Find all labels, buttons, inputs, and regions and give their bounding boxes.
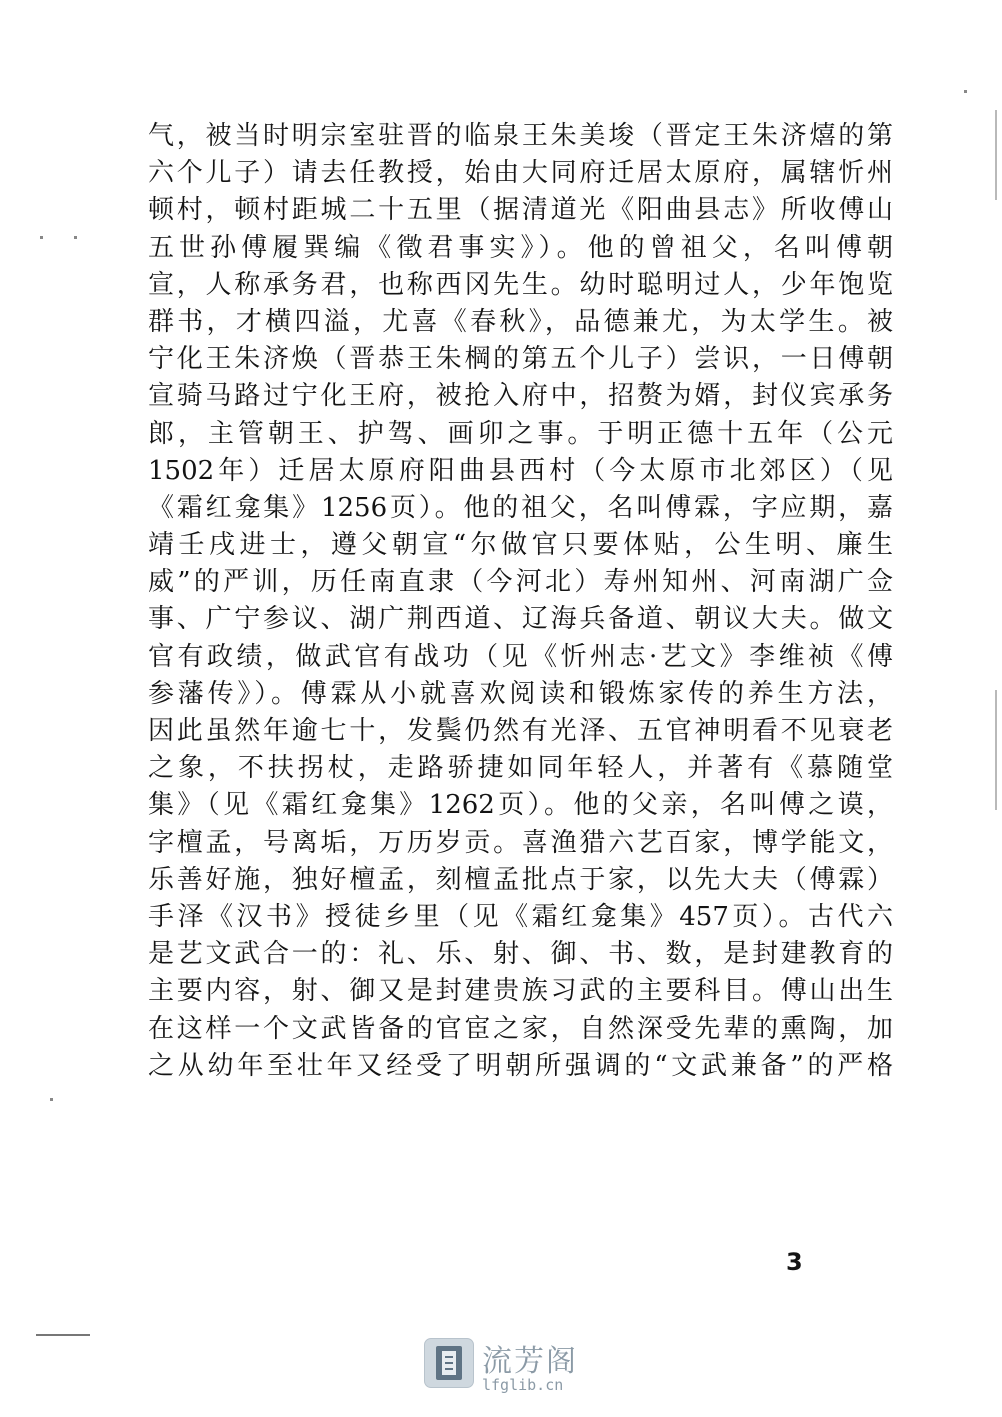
watermark-title: 流芳阁 xyxy=(482,1344,578,1379)
text-line-23: 是艺文武合一的：礼、乐、射、御、书、数，是封建教育的 xyxy=(148,939,893,970)
text-line-25: 在这样一个文武皆备的官宦之家，自然深受先辈的熏陶，加 xyxy=(148,1013,893,1044)
text-line-20: 字檀孟，号离垢，万历岁贡。喜渔猎六艺百家，博学能文， xyxy=(148,827,893,858)
book-logo-icon xyxy=(424,1338,474,1388)
text-line-3: 顿村，顿村距城二十五里（据清道光《阳曲县志》所收傅山 xyxy=(148,195,893,226)
text-line-13: 威”的严训，历任南直隶（今河北）寿州知州、河南湖广佥 xyxy=(148,567,893,598)
scan-mark xyxy=(36,1334,90,1336)
text-line-11: 《霜红龛集》1256页）。他的祖父，名叫傅霖，字应期，嘉 xyxy=(148,492,893,523)
text-line-8: 宣骑马路过宁化王府，被抢入府中，招赘为婿，封仪宾承务 xyxy=(148,381,893,412)
text-line-6: 群书，才横四溢，尤喜《春秋》，品德兼尤，为太学生。被 xyxy=(148,306,893,337)
watermark-url: lfglib.cn xyxy=(482,1376,564,1394)
scan-dot xyxy=(74,236,77,239)
text-line-24: 主要内容，射、御又是封建贵族习武的主要科目。傅山出生 xyxy=(148,976,893,1007)
text-line-17: 因此虽然年逾七十，发鬓仍然有光泽、五官神明看不见衰老 xyxy=(148,716,893,746)
text-line-12: 靖壬戌进士，遵父朝宣“尔做官只要体贴，公生明、廉生 xyxy=(148,530,893,561)
text-line-4: 五世孙傅履巽编《徵君事实》）。他的曾祖父，名叫傅朝 xyxy=(148,232,893,263)
text-line-19: 集》（见《霜红龛集》1262页）。他的父亲，名叫傅之谟， xyxy=(148,790,893,821)
text-line-7: 宁化王朱济焕（晋恭王朱棡的第五个儿子）尝识，一日傅朝 xyxy=(148,344,893,375)
scan-dot xyxy=(40,236,43,239)
text-line-16: 参藩传》）。傅霖从小就喜欢阅读和锻炼家传的养生方法， xyxy=(148,678,893,709)
text-line-2: 六个儿子）请去任教授，始由大同府迁居太原府，属辖忻州 xyxy=(148,158,893,189)
text-line-21: 乐善好施，独好檀孟，刻檀孟批点于家，以先大夫（傅霖） xyxy=(148,864,893,895)
scan-edge-line xyxy=(995,690,997,810)
scan-dot xyxy=(964,90,967,93)
text-line-1: 气，被当时明宗室驻晋的临泉王朱美埈（晋定王朱济熺的第 xyxy=(148,121,893,151)
body-text xyxy=(148,118,893,1085)
text-line-26: 之从幼年至壮年又经受了明朝所强调的“文武兼备”的严格 xyxy=(148,1050,893,1081)
text-line-5: 宣，人称承务君，也称西冈先生。幼时聪明过人，少年饱览 xyxy=(148,269,893,300)
text-line-15: 官有政绩，做武官有战功（见《忻州志·艺文》李维祯《傅 xyxy=(148,641,893,672)
text-line-22: 手泽《汉书》授徒乡里（见《霜红龛集》457页）。古代六 xyxy=(148,901,893,932)
scan-edge-line xyxy=(995,110,997,200)
watermark xyxy=(424,1336,594,1396)
text-line-9: 郎，主管朝王、护驾、画卯之事。于明正德十五年（公元 xyxy=(148,418,893,449)
page-number: 3 xyxy=(786,1248,803,1276)
text-line-10: 1502年）迁居太原府阳曲县西村（今太原市北郊区）（见 xyxy=(148,455,893,486)
scan-dot xyxy=(50,1098,53,1101)
text-line-14: 事、广宁参议、湖广荆西道、辽海兵备道、朝议大夫。做文 xyxy=(148,604,893,635)
text-line-18: 之象，不扶拐杖，走路骄捷如同年轻人，并著有《慕随堂 xyxy=(148,753,893,784)
